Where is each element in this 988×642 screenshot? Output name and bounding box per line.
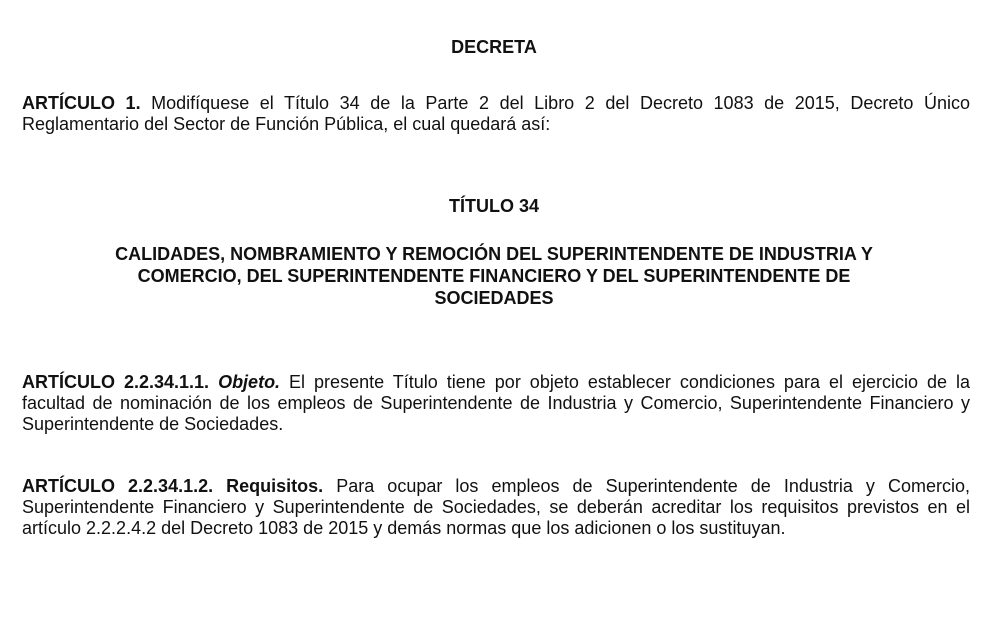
article-objeto-paragraph (22, 372, 970, 435)
decreta-heading: DECRETA (451, 37, 537, 57)
title-subheading-line-1: CALIDADES, NOMBRAMIENTO Y REMOCIÓN DEL SUPERINTENDENTE DE INDUSTRIA Y (115, 244, 873, 264)
title-subheading-line-2: COMERCIO, DEL SUPERINTENDENTE FINANCIERO Y DEL SUPERINTENDENTE DE (137, 266, 851, 286)
article-objeto-subject: Objeto. (218, 372, 281, 392)
article-1-label: ARTÍCULO 1. (22, 93, 141, 113)
article-1-paragraph (22, 93, 970, 135)
article-requisitos-label: ARTÍCULO 2.2.34.1.2. (22, 476, 214, 496)
article-requisitos-text: Para ocupar los empleos de Superintendente de Industria y Comercio, Superintendente Financiero y Superintendente de Sociedades, se deberán acreditar los requisitos previstos en el artículo 2.2.2.4.2 del Decreto 1083 de 2015 y demás normas que los adicionen o los sustituyan. (22, 476, 970, 538)
article-requisitos-subject: Requisitos. (226, 476, 324, 496)
article-objeto-label: ARTÍCULO 2.2.34.1.1. (22, 372, 210, 392)
title-subheading-line-3: SOCIEDADES (434, 288, 554, 308)
article-objeto-text: El presente Título tiene por objeto establecer condiciones para el ejercicio de la facultad de nominación de los empleos de Superintendente de Industria y Comercio, Superintendente Financiero y Superintendente de Sociedades. (22, 372, 970, 434)
article-requisitos-paragraph (22, 476, 970, 539)
title-subheading (24, 243, 964, 309)
title-heading: TÍTULO 34 (448, 196, 539, 216)
article-1-text: Modifíquese el Título 34 de la Parte 2 del Libro 2 del Decreto 1083 de 2015, Decreto Único Reglamentario del Sector de Función Pública, el cual quedará así: (22, 93, 970, 134)
